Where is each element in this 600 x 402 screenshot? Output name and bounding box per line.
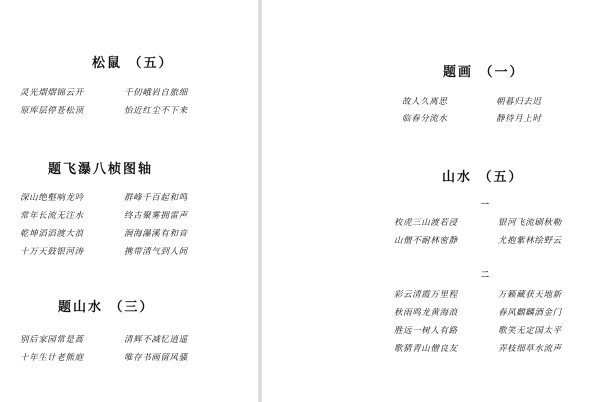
poem-line: 常年长流无注水 <box>20 211 84 221</box>
poem-title-songshu: 松鼠 （五） <box>92 56 174 71</box>
section-number: 一 <box>481 199 489 209</box>
poem-line: 枚虎三山渡若浸 <box>394 218 458 228</box>
poem-line: 尤抱紫林绘野云 <box>498 236 562 246</box>
poem-line: 歌笑无定国太平 <box>498 326 562 336</box>
poem-line: 朝暮归去迟 <box>496 97 542 107</box>
poem-line: 原库层停苍松顶 <box>20 106 84 116</box>
poem-line: 十年生计老熊庭 <box>20 353 84 363</box>
poem-line: 静待月上时 <box>496 114 542 124</box>
poem-title-feipu: 题飞瀑八桢图轴 <box>48 162 154 177</box>
poem-line: 深山绝壑响龙吟 <box>20 193 84 203</box>
poem-line: 临春分流水 <box>402 114 448 124</box>
poem-title-shanshui-3: 题山水 （三） <box>58 300 155 315</box>
poem-line: 灵光熠熠锦云开 <box>20 88 84 98</box>
poem-line: 歌猜青山僧良友 <box>394 344 458 354</box>
poem-line: 携带清气到人间 <box>124 247 188 257</box>
poem-line: 胜远一树人有路 <box>394 326 458 336</box>
poem-line: 十万天鼓银河涛 <box>20 247 84 257</box>
poem-line: 万籁藏获天地新 <box>498 290 562 300</box>
poem-line: 怡近红尘不下来 <box>124 106 188 116</box>
poem-line: 山僧不耐林密静 <box>394 236 458 246</box>
poem-line: 彩云清霞万里程 <box>394 290 458 300</box>
poem-line: 别后家园常是蒿 <box>20 335 84 345</box>
poem-title-shanshui-5: 山水 （五） <box>442 170 524 185</box>
poem-line: 秋雨鸣龙黄海浪 <box>394 308 458 318</box>
poem-line: 唯存书画留风骚 <box>124 353 188 363</box>
poem-title-tihua: 题画 （一） <box>443 65 525 80</box>
poem-line: 乾坤滔滔渡大浪 <box>20 229 84 239</box>
poem-line: 清辉不减忆逍遥 <box>124 335 188 345</box>
poem-line: 千仞峨岩自旅细 <box>124 88 188 98</box>
poem-line: 弄枝细草水流声 <box>498 344 562 354</box>
section-number: 二 <box>481 269 489 279</box>
poem-line: 涧海瀑溪有和音 <box>124 229 188 239</box>
poem-line: 终古聚雾拥雷声 <box>124 211 188 221</box>
poem-line: 群峰千百起和鸣 <box>124 193 188 203</box>
poem-line: 银河飞流刷秋勒 <box>498 218 562 228</box>
poem-line: 故人久离思 <box>402 97 448 107</box>
poem-line: 春风麒麟酒金门 <box>498 308 562 318</box>
